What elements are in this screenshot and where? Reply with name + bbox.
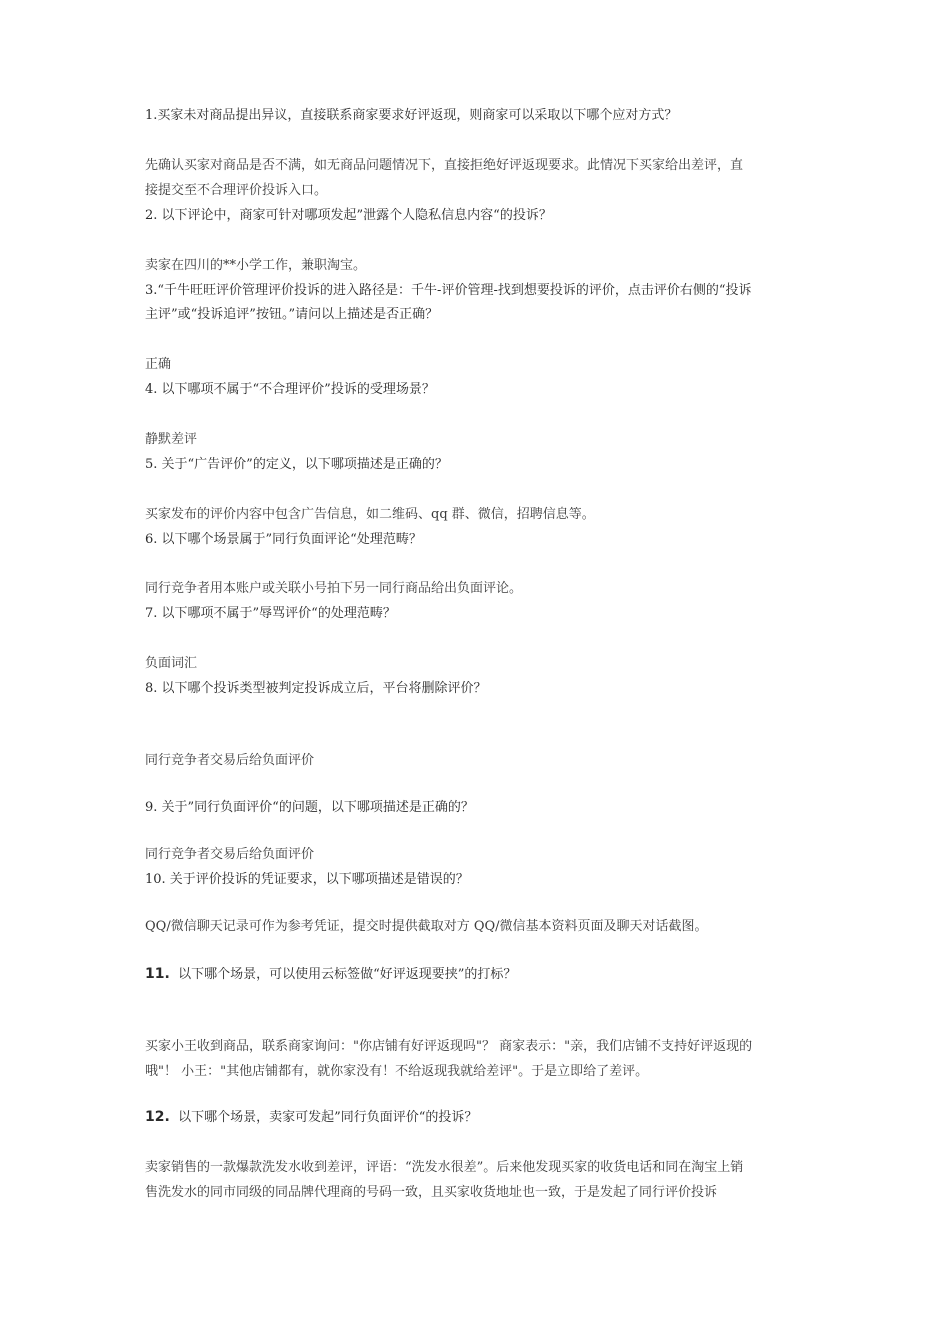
question-5: 5. 关于“广告评价”的定义，以下哪项描述是正确的？ bbox=[145, 457, 448, 472]
answer-9: 同行竞争者交易后给负面评价 bbox=[145, 847, 315, 862]
answer-12-line-1: 卖家销售的一款爆款洗发水收到差评，评语：“洗发水很差”。后来他发现买家的收货电话和同在淘宝上销 bbox=[145, 1160, 744, 1175]
answer-1-line-1: 先确认买家对商品是否不满，如无商品问题情况下，直接拒绝好评返现要求。此情况下买家给出差评，直 bbox=[145, 158, 744, 173]
question-10: 10. 关于评价投诉的凭证要求，以下哪项描述是错误的？ bbox=[145, 872, 469, 887]
answer-5: 买家发布的评价内容中包含广告信息，如二维码、qq 群、微信，招聘信息等。 bbox=[145, 507, 595, 522]
question-1: 1.买家未对商品提出异议，直接联系商家要求好评返现，则商家可以采取以下哪个应对方式？ bbox=[145, 108, 678, 123]
answer-3: 正确 bbox=[145, 357, 172, 372]
answer-6: 同行竞争者用本账户或关联小号拍下另一同行商品给出负面评论。 bbox=[145, 581, 523, 596]
question-7: 7. 以下哪项不属于”辱骂评价“的处理范畴？ bbox=[145, 606, 396, 621]
answer-1-line-2: 接提交至不合理评价投诉入口。 bbox=[145, 183, 328, 198]
answer-11-line-1: 买家小王收到商品，联系商家询问："你店铺有好评返现吗"？ 商家表示："亲，我们店铺不支持好评返现的 bbox=[145, 1039, 753, 1054]
answer-12-line-2: 售洗发水的同市同级的同品牌代理商的号码一致，且买家收货地址也一致，于是发起了同行评价投诉 bbox=[145, 1185, 718, 1200]
question-11 bbox=[145, 962, 810, 987]
answer-8: 同行竞争者交易后给负面评价 bbox=[145, 753, 315, 768]
question-6: 6. 以下哪个场景属于”同行负面评论“处理范畴？ bbox=[145, 532, 422, 547]
question-11-text: 以下哪个场景，可以使用云标签做“好评返现要挟”的打标？ bbox=[178, 967, 517, 982]
question-4: 4. 以下哪项不属于“不合理评价”投诉的受理场景？ bbox=[145, 382, 435, 397]
question-12 bbox=[145, 1105, 810, 1130]
answer-11-line-2: 哦"！ 小王："其他店铺都有，就你家没有！不给返现我就给差评"。于是立即给了差评。 bbox=[145, 1064, 649, 1079]
question-2: 2. 以下评论中，商家可针对哪项发起”泄露个人隐私信息内容“的投诉？ bbox=[145, 208, 552, 223]
answer-2: 卖家在四川的**小学工作，兼职淘宝。 bbox=[145, 258, 367, 273]
question-3-line-2: 主评”或“投诉追评”按钮。”请问以上描述是否正确？ bbox=[145, 307, 439, 322]
question-8: 8. 以下哪个投诉类型被判定投诉成立后，平台将删除评价？ bbox=[145, 681, 487, 696]
question-9: 9. 关于”同行负面评价“的问题，以下哪项描述是正确的？ bbox=[145, 800, 474, 815]
answer-4: 静默差评 bbox=[145, 432, 198, 447]
question-12-text: 以下哪个场景，卖家可发起”同行负面评价“的投诉？ bbox=[178, 1110, 478, 1125]
answer-10: QQ/微信聊天记录可作为参考凭证，提交时提供截取对方 QQ/微信基本资料页面及聊天对话截图。 bbox=[145, 919, 708, 934]
question-3-line-1: 3.“千牛旺旺评价管理评价投诉的进入路径是：千牛-评价管理-找到想要投诉的评价，点击评价右侧的“投诉 bbox=[145, 283, 752, 298]
question-11-number: 11. bbox=[145, 966, 170, 982]
question-12-number: 12. bbox=[145, 1109, 170, 1125]
answer-7: 负面词汇 bbox=[145, 656, 198, 671]
